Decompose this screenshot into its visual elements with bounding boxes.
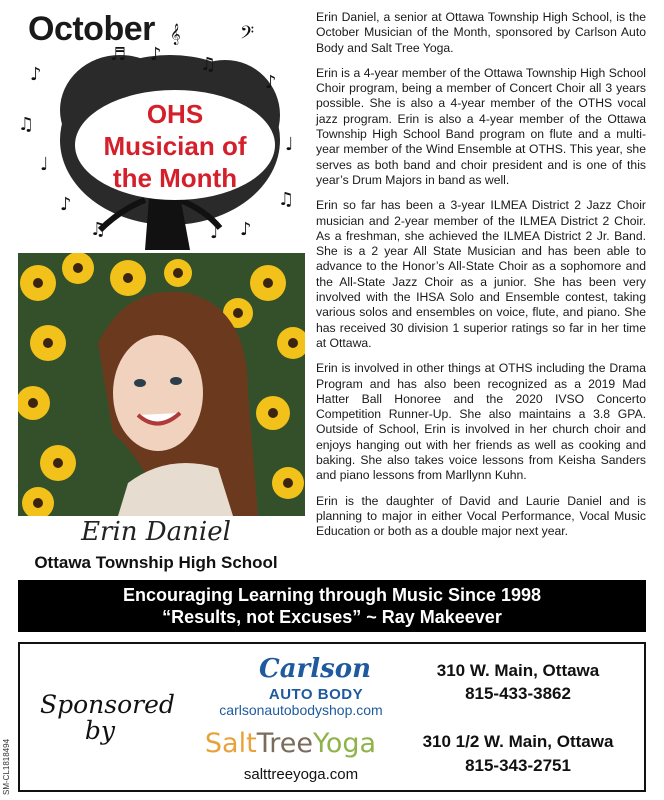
svg-text:♪: ♪	[150, 44, 162, 65]
musician-of-month-logo	[0, 0, 312, 252]
banner-line: “Results, not Excuses” ~ Ray Makeever	[162, 607, 502, 627]
banner-line: Encouraging Learning through Music Since 1998	[122, 585, 542, 605]
sponsored-label-line: by	[84, 716, 116, 745]
svg-text:♬: ♬	[110, 44, 127, 65]
title-line: the Month	[112, 163, 238, 193]
article-paragraph: Erin so far has been a 3-year ILMEA District 2 Jazz Choir musician and 2-year member of the ILMEA District 2 Choir. As a freshman, she achieved the ILMEA District 2 Jr. Band. She is a 2 year All State Musician and has been able to advance to the Honor’s All-State Choir as a sophomore and the All-State Jazz Choir as a junior. She has been very involved with the IHSA Solo and Ensemble contest, taking various solos and ensembles on voice, flute, and piano. She has received 30 division 1 superior ratings so far in her time at Ottawa.	[316, 198, 646, 350]
student-photo	[18, 253, 305, 516]
svg-text:♪: ♪	[265, 72, 277, 93]
svg-text:♫: ♫	[278, 189, 295, 210]
article-body	[316, 10, 646, 550]
svg-text:♫: ♫	[200, 54, 217, 75]
salttree-phone: 815-343-2751	[465, 756, 571, 775]
carlson-logo: Carlson	[259, 654, 371, 684]
svg-text:♪: ♪	[240, 219, 252, 240]
article-paragraph: Erin is involved in other things at OTHS including the Drama Program and has also been recognized as a 2019 Mad Hatter Ball Honoree and the 2020 IVSO Concerto Competition Runner-Up. She also maintains a 3.8 GPA. Outside of School, Erin is involved in her church choir and enjoys hanging out with her friends as well as cooking and baking. She also takes voice lessons from Keisha Sanders and piano lessons from Marllynn Kuhn.	[316, 361, 646, 483]
salttree-website-link[interactable]: salttreeyoga.com	[243, 766, 359, 783]
title-line: OHS	[146, 99, 204, 129]
title-line: Musician of	[103, 131, 247, 161]
carlson-phone: 815-433-3862	[465, 684, 571, 703]
svg-text:𝄢: 𝄢	[240, 23, 255, 48]
program-title	[70, 98, 280, 194]
sponsor-box	[18, 642, 646, 792]
sponsored-by-label	[40, 690, 175, 745]
salttree-logo-part: Yoga	[312, 728, 377, 759]
student-name: Erin Daniel	[81, 517, 231, 547]
svg-text:♩: ♩	[210, 222, 219, 243]
svg-text:𝄞: 𝄞	[170, 24, 181, 45]
svg-text:♫: ♫	[90, 219, 107, 240]
salttree-address: 310 1/2 W. Main, Ottawa	[422, 732, 614, 751]
svg-text:♪: ♪	[60, 194, 72, 215]
carlson-address: 310 W. Main, Ottawa	[436, 661, 600, 680]
salttree-logo-part: Salt	[204, 728, 257, 759]
carlson-subtext: AUTO BODY	[268, 686, 364, 703]
motto-banner	[18, 580, 646, 632]
article-paragraph: Erin Daniel, a senior at Ottawa Township High School, is the October Musician of the Month, sponsored by Carlson Auto Body and Salt Tree Yoga.	[316, 10, 646, 55]
carlson-website-link[interactable]: carlsonautobodyshop.com	[219, 702, 383, 718]
svg-text:♩: ♩	[285, 134, 294, 155]
article-paragraph: Erin is a 4-year member of the Ottawa Township High School Choir program, being a member of Concert Choir all 3 years possible. She is also a 4-year member of the OTHS vocal jazz program. Erin is also a 4-year member of the Ottawa Township High School Band program on flute and a multi-year member of the Wind Ensemble at OTHS. This year, she serves as both band and choir president and is one of this year’s Drum Majors in band as well.	[316, 65, 646, 187]
article-paragraph: Erin is the daughter of David and Laurie Daniel and is planning to major in either Vocal Performance, Vocal Music Education or both as a double major next year.	[316, 493, 646, 539]
ad-code: SM-CL1818494	[2, 738, 11, 795]
svg-text:♪: ♪	[30, 64, 42, 85]
svg-text:♫: ♫	[18, 114, 35, 135]
school-name: Ottawa Township High School	[34, 553, 278, 572]
salttree-logo-part: Tree	[256, 728, 313, 759]
sponsored-label-line: Sponsored	[40, 690, 175, 719]
month-label: October	[28, 10, 155, 48]
salttree-logo	[178, 728, 403, 759]
svg-text:♩: ♩	[40, 154, 49, 175]
